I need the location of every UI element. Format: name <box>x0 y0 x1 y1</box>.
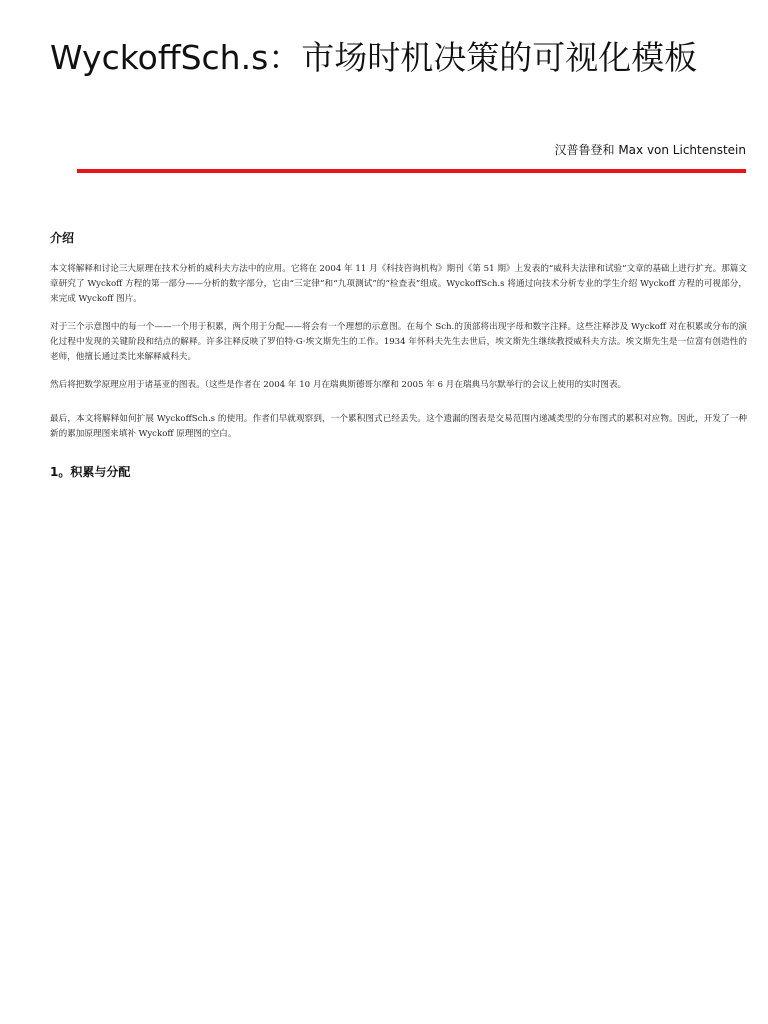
document-authors: 汉普鲁登和 Max von Lichtenstein <box>554 143 746 157</box>
intro-paragraph-2: 对于三个示意图中的每一个——一个用于积累，两个用于分配——将会有一个理想的示意图。在每个 Sch.的顶部将出现字母和数字注释。这些注释涉及 Wyckoff 对在积累或分布的演化过程中发现的关键阶段和结点的解释。许多注释反映了罗伯特·G·埃文斯先生的工作。1934 年怀科夫先生去世后，埃文斯先生继续教授威科夫方法。埃文斯先生是一位富有创造性的老师，他擅长通过类比来解释威科夫。 <box>50 322 747 362</box>
section-1-heading: 1。积累与分配 <box>50 465 131 479</box>
document-title: WyckoffSch.s：市场时机决策的可视化模板 <box>50 38 698 77</box>
intro-paragraph-1: 本文将解释和讨论三大原理在技术分析的威科夫方法中的应用。它将在 2004 年 11 月《科技咨询机构》期刊《第 51 期》上发表的“威科夫法律和试验”文章的基础上进行扩充。那篇文章研究了 Wyckoff 方程的第一部分——分析的数字部分，它由“三定律”和“九项测试”的“检查表”组成。WyckoffSch.s 将通过向技术分析专业的学生介绍 Wyckoff 方程的可视部分，来完成 Wyckoff 图片。 <box>50 264 747 304</box>
intro-paragraph-4: 最后，本文将解释如何扩展 WyckoffSch.s 的使用。作者们早就观察到，一个累积图式已经丢失。这个遗漏的图表是交易范围内递减类型的分布图式的累积对应物。因此，开发了一种新的累加原理图来填补 Wyckoff 原理图的空白。 <box>50 414 747 439</box>
title-divider <box>77 169 746 173</box>
intro-heading: 介绍 <box>50 231 75 245</box>
intro-paragraph-3: 然后将把数学原理应用于诸基亚的图表。（这些是作者在 2004 年 10 月在瑞典斯德哥尔摩和 2005 年 6 月在瑞典马尔默举行的会议上使用的实时图表。 <box>50 380 627 390</box>
